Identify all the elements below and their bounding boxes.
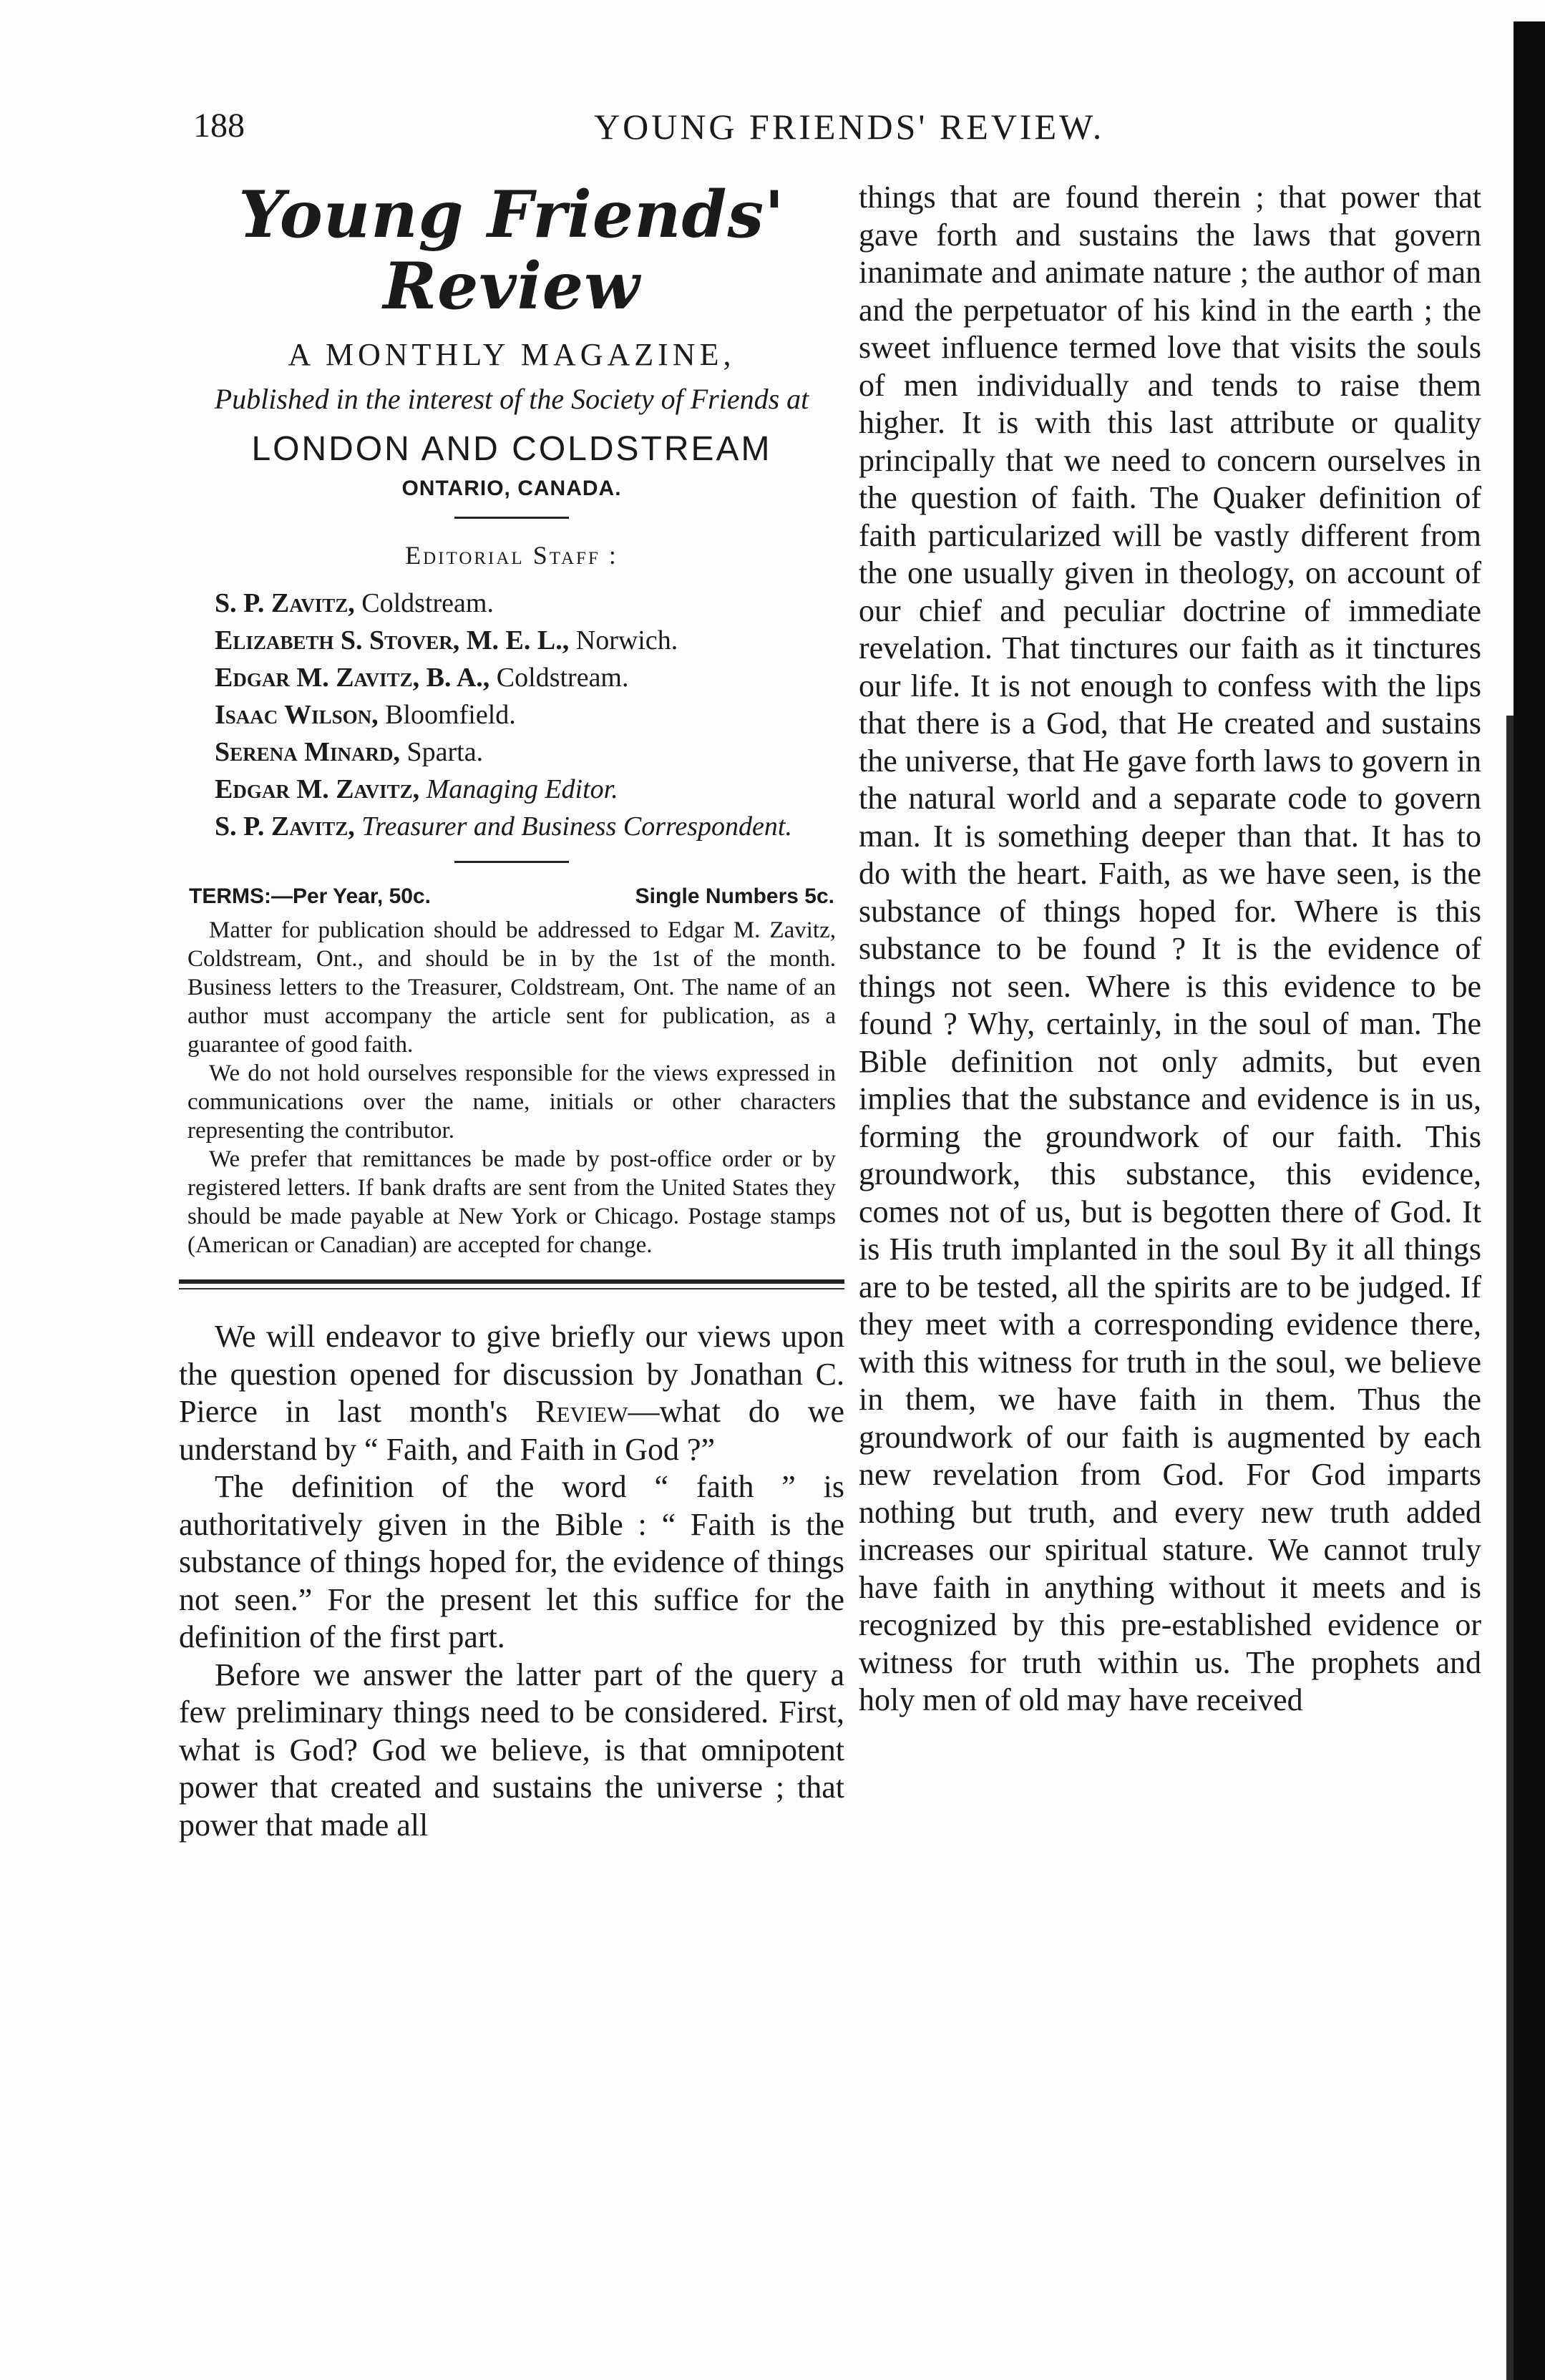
staff-member: [215, 622, 844, 659]
staff-detail: Sparta.: [406, 737, 484, 767]
left-column: [179, 179, 844, 1844]
right-column: [859, 179, 1481, 1720]
masthead-location: LONDON AND COLDSTREAM: [251, 430, 772, 468]
terms-price: TERMS:—Per Year, 50c.: [189, 884, 431, 908]
text-run: We will endeavor to give briefly our views upon the question opened for discussion by Jonathan C. Pierce in last month's: [179, 1319, 844, 1429]
staff-name: Elizabeth S. Stover, M. E. L.,: [215, 625, 570, 655]
section-rule-thin: [179, 1288, 844, 1289]
running-title: YOUNG FRIENDS' REVIEW.: [594, 107, 1105, 147]
staff-member: [215, 696, 844, 733]
section-rule: [179, 1279, 844, 1284]
masthead: [179, 179, 844, 570]
staff-name: Serena Minard,: [215, 737, 401, 767]
divider: [454, 861, 569, 863]
staff-member: [215, 771, 844, 808]
scan-shadow: [1506, 716, 1514, 2380]
divider: [454, 517, 569, 519]
terms-line: [179, 884, 844, 909]
page-number: 188: [193, 107, 245, 145]
staff-detail: Bloomfield.: [385, 700, 516, 730]
staff-heading: Editorial Staff :: [405, 541, 618, 570]
staff-role: Treasurer and Business Correspondent.: [361, 811, 792, 842]
text-run-smallcaps: Review: [535, 1394, 628, 1429]
staff-name: S. P. Zavitz,: [215, 588, 355, 618]
article-paragraph: [179, 1468, 844, 1657]
article-right: [859, 179, 1481, 1720]
article-paragraph: [179, 1318, 844, 1468]
staff-name: S. P. Zavitz,: [215, 811, 355, 842]
staff-detail: Coldstream.: [361, 588, 494, 618]
publisher-notice: [179, 916, 844, 1259]
terms-single: Single Numbers 5c.: [635, 884, 834, 908]
article-paragraph: [179, 1657, 844, 1845]
notice-paragraph: We prefer that remittances be made by post-office order or by registered letters. If bank drafts are sent from the United States they should be made payable at New York or Chicago. Postage stamps (American or Canadian) are accepted for change.: [187, 1146, 836, 1258]
text-run: The definition of the word “ faith ” is authoritatively given in the Bible : “ Faith is the substance of things hoped for, the evidence of things not seen.” For the present let this suffice for the definition of the first part.: [179, 1469, 844, 1654]
scan-border: [1514, 21, 1545, 2380]
staff-member: [215, 733, 844, 771]
staff-member: [215, 659, 844, 696]
staff-role: Managing Editor.: [426, 774, 618, 804]
text-run: —what do we understand by “ Faith, and Faith in God ?”: [179, 1394, 845, 1467]
masthead-title: Young Friends' Review: [238, 177, 785, 324]
staff-name: Isaac Wilson,: [215, 700, 379, 730]
staff-detail: Coldstream.: [496, 663, 629, 693]
notice-paragraph: Matter for publication should be addressed to Edgar M. Zavitz, Coldstream, Ont., and should be in by the 1st of the month. Business letters to the Treasurer, Coldstream, Ont. The name of an author must accompany the article sent for publication, as a guarantee of good faith.: [187, 917, 836, 1058]
masthead-subtitle: A MONTHLY MAGAZINE,: [288, 337, 736, 372]
staff-member: [215, 808, 844, 845]
staff-detail: Norwich.: [575, 625, 678, 655]
article-left: [179, 1318, 844, 1844]
article-paragraph: things that are found therein ; that power that gave forth and sustains the laws that govern inanimate and animate nature ; the author of man and the perpetuator of his kind in the earth ; the sweet influence termed love that visits the souls of men individually and tends to raise them higher. It is with this last attribute or quality principally that we need to concern ourselves in the question of faith. The Quaker definition of faith particularized will be vastly different from the one usually given in theology, on account of our chief and peculiar doctrine of immediate revelation. That tinctures our faith as it tinctures our life. It is not enough to confess with the lips that there is a God, that He created and sustains the universe, that He gave forth laws to govern in the natural world and a separate code to govern man. It is something deeper than that. It has to do with the heart. Faith, as we have seen, is the substance of things hoped for. Where is this substance to be found ? It is the evidence of things not seen. Where is this evidence to be found ? Why, certainly, in the soul of man. The Bible definition not only admits, but even implies that the substance and evidence is in us, forming the groundwork of our faith. This groundwork, this substance, this evidence, comes not of us, but is begotten there of God. It is His truth implanted in the soul By it all things are to be tested, all the spirits are to be judged. If they meet with a corresponding evidence there, with this witness for truth in the soul, we believe in them, we have faith in them. Thus the groundwork of our faith is augmented by each new revelation from God. For God imparts nothing but truth, and every new truth added increases our spiritual stature. We cannot truly have faith in anything without it meets and is recognized by this pre-established evidence or witness for truth within us. The prophets and holy men of old may have received: [859, 180, 1481, 1717]
text-run: Before we answer the latter part of the query a few preliminary things need to be considered. First, what is God? God we believe, is that omnipotent power that created and sustains the universe ; that power that made all: [179, 1657, 844, 1843]
staff-name: Edgar M. Zavitz, B. A.,: [215, 663, 490, 693]
staff-list: [179, 585, 844, 845]
staff-member: [215, 585, 844, 622]
masthead-published: Published in the interest of the Society of Friends at: [214, 383, 809, 415]
running-head: [193, 106, 1467, 149]
staff-name: Edgar M. Zavitz,: [215, 774, 420, 804]
masthead-country: ONTARIO, CANADA.: [401, 477, 622, 500]
notice-paragraph: We do not hold ourselves responsible for the views expressed in communications over the name, initials or other characters representing the contributor.: [187, 1060, 836, 1143]
